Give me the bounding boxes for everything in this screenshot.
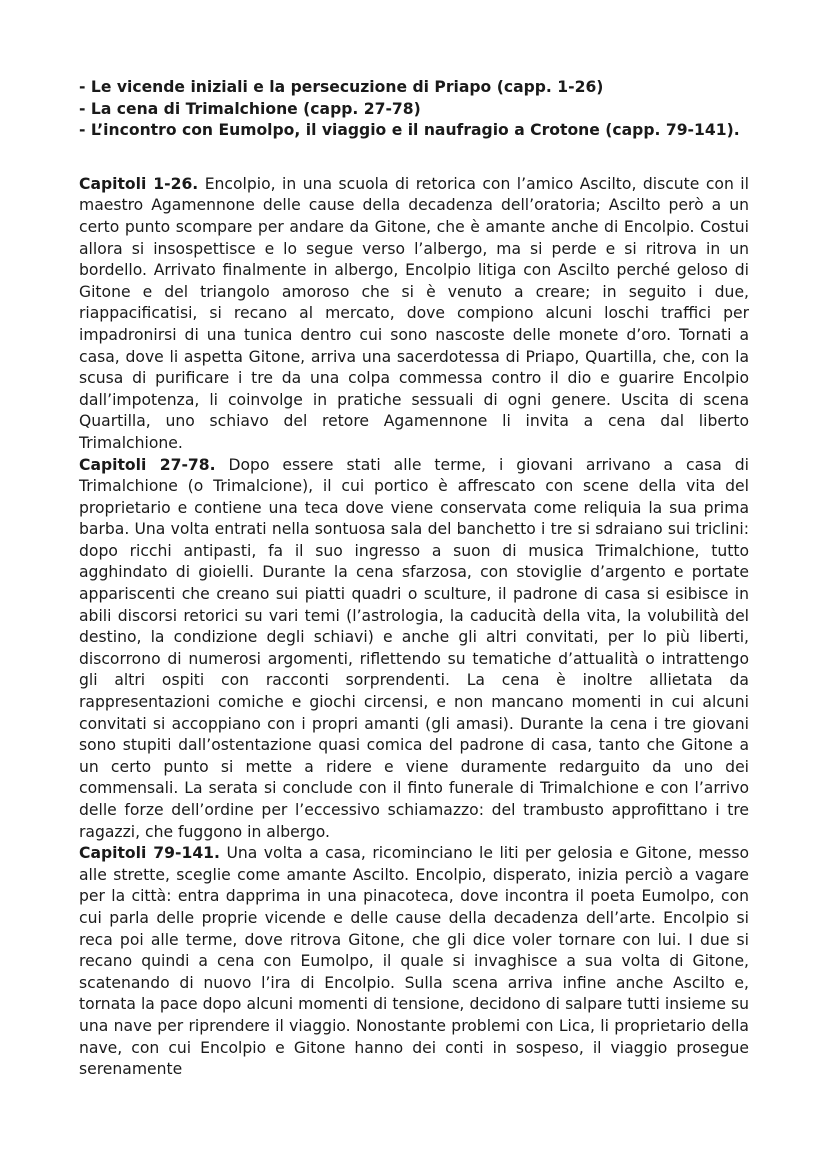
chapter-text: Dopo essere stati alle terme, i giovani arrivano a casa di Trimalchione (o Trimalcione), il cui portico è affrescato con scene della vita del proprietario e contiene una teca dove viene conservata come reliquia la sua prima barba. Una volta entrati nella sontuosa sala del banchetto i tre si sdraiano sui triclini: dopo ricchi antipasti, fa il suo ingresso a suon di musica Trimalchione, tutto agghindato di gioielli. Durante la cena sfarzosa, con stoviglie d’argento e portate appariscenti che creano sui piatti quadri o sculture, il padrone di casa si esibisce in abili discorsi retorici su vari temi (l’astrologia, la caducità della vita, la volubilità del destino, la condizione degli schiavi) e anche gli altri convitati, per lo più liberti, discorrono di numerosi argomenti, riflettendo su tematiche d’attualità o intrattengo gli altri ospiti con racconti sorprendenti. La cena è inoltre allietata da rappresentazioni comiche e giochi circensi, e non mancano momenti in cui alcuni convitati si accoppiano con i propri amanti (gli amasi). Durante la cena i tre giovani sono stupiti dall’ostentazione quasi comica del padrone di casa, tanto che Gitone a un certo punto si mette a ridere e viene duramente redarguito da uno dei commensali. La serata si conclude con il finto funerale di Trimalchione e con l’arrivo delle forze dell’ordine per l’eccessivo schiamazzo: del trambusto approfittano i tre ragazzi, che fuggono in albergo. [79, 455, 749, 841]
chapter-paragraph-79-141 [79, 843, 749, 1081]
chapter-title: Capitoli 1-26. [79, 174, 199, 193]
chapter-title: Capitoli 79-141. [79, 844, 220, 863]
heading-part-2: - La cena di Trimalchione (capp. 27-78) [79, 99, 421, 118]
chapter-text: Una volta a casa, ricominciano le liti per gelosia e Gitone, messo alle strette, sceglie come amante Ascilto. Encolpio, disperato, inizia perciò a vagare per la città: entra dapprima in una pinacoteca, dove incontra il poeta Eumolpo, con cui parla delle proprie vicende e delle cause della decadenza dell’arte. Encolpio si reca poi alle terme, dove ritrova Gitone, che gli dice voler tornare con lui. I due si recano quindi a cena con Eumolpo, il quale si invaghisce a sua volta di Gitone, scatenando di nuovo l’ira di Encolpio. Sulla scena arriva infine anche Ascilto e, tornata la pace dopo alcuni momenti di tensione, decidono di salpare tutti insieme su una nave per riprendere il viaggio. Nonostante problemi con Lica, li proprietario della nave, con cui Encolpio e Gitone hanno dei conti in sospeso, il viaggio prosegue serenamente [79, 844, 749, 1079]
chapter-paragraph-1-26 [79, 174, 749, 455]
section-headings [79, 77, 749, 142]
chapter-text: Encolpio, in una scuola di retorica con l’amico Ascilto, discute con il maestro Agamennone delle cause della decadenza dell’oratoria; Ascilto però a un certo punto scompare per andare da Gitone, che è amante anche di Encolpio. Costui allora si insospettisce e lo segue verso l’albergo, ma si perde e si ritrova in un bordello. Arrivato finalmente in albergo, Encolpio litiga con Ascilto perché geloso di Gitone e del triangolo amoroso che si è venuto a creare; in seguito i due, riappacificatisi, si recano al mercato, dove compiono alcuni loschi traffici per impadronirsi di una tunica dentro cui sono nascoste delle monete d’oro. Tornati a casa, dove li aspetta Gitone, arriva una sacerdotessa di Priapo, Quartilla, che, con la scusa di purificare i tre da una colpa commessa contro il dio e guarire Encolpio dall’impotenza, li coinvolge in pratiche sessuali di ogni genere. Uscita di scena Quartilla, uno schiavo del retore Agamennone li invita a cena dal liberto Trimalchione. [79, 174, 749, 452]
heading-part-1: - Le vicende iniziali e la persecuzione di Priapo (capp. 1-26) [79, 78, 604, 96]
chapter-title: Capitoli 27-78. [79, 455, 216, 474]
chapter-paragraph-27-78 [79, 455, 749, 844]
heading-part-3: - L’incontro con Eumolpo, il viaggio e il naufragio a Crotone (capp. 79-141). [79, 121, 740, 140]
document-page [79, 77, 749, 1081]
